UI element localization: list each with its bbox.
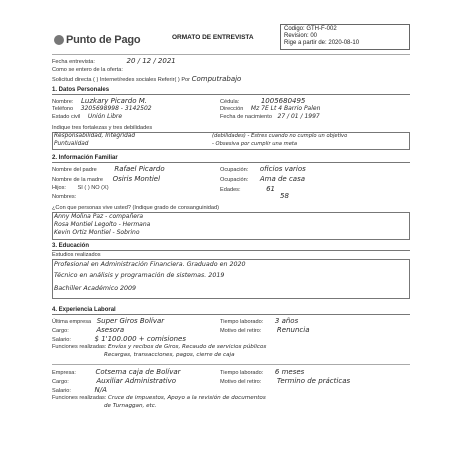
civil-row xyxy=(52,113,122,120)
direccion-value: Mz 7E Lt 4 Barrio Palen xyxy=(250,105,321,112)
estudio-row-3: Bachiller Académico 2009 xyxy=(54,285,137,292)
cargo-row-2 xyxy=(52,377,176,385)
brand-logo xyxy=(54,34,140,46)
salario-value-2: N/A xyxy=(94,386,107,394)
nombre-label: Nombre: xyxy=(52,99,74,105)
form-title: ORMATO DE ENTREVISTA xyxy=(172,34,254,41)
direccion-row xyxy=(220,105,320,112)
edades-label: Edades: xyxy=(220,187,241,193)
civil-label: Estado civil xyxy=(52,114,81,120)
estudios-label: Estudios realizados xyxy=(52,252,101,258)
ocupacion-padre-value: oficios varios xyxy=(259,165,306,173)
telefono-row xyxy=(52,105,152,112)
divider-2 xyxy=(52,364,410,365)
fecha-label: Fecha entrevista: xyxy=(52,59,95,65)
funciones-value-2b: de Turnaggan, etc. xyxy=(104,403,157,409)
solicitud-label: Solicitud directa ( ) Internet/redes sociales Referir( ) Por xyxy=(52,77,191,83)
motivo-row-2 xyxy=(220,377,350,385)
ocupacion-padre-row xyxy=(220,165,306,173)
debilidades-value: (debilidades) - Estres cuando no cumplo un objetivo xyxy=(212,133,348,139)
solicitud-value: Computrabajo xyxy=(191,75,242,83)
nombre-row xyxy=(52,97,147,105)
motivo-row-1 xyxy=(220,326,310,334)
motivo-label-2: Motivo del retiro: xyxy=(220,379,262,385)
funciones-value-1: Envíos y recibos de Giros, Recaudo de servicios públicos xyxy=(107,344,267,350)
tiempo-label-2: Tiempo laborado: xyxy=(220,370,264,376)
fortalezas-value-2: Puntualidad xyxy=(54,141,89,147)
ultima-empresa-row xyxy=(52,317,164,325)
logo-mark-icon xyxy=(54,35,64,45)
ocupacion-label-2: Ocupación: xyxy=(220,177,249,183)
hijos-label: Hijos: xyxy=(52,185,66,191)
cargo-row-1 xyxy=(52,326,124,334)
madre-label: Nombre de la madre xyxy=(52,177,103,183)
ultima-empresa-label: Última empresa xyxy=(52,319,92,325)
edades-value-2: 58 xyxy=(280,192,289,200)
form-revision: Revision: 00 xyxy=(284,33,318,40)
cedula-row xyxy=(220,97,305,105)
salario-row-1 xyxy=(52,335,186,343)
estudio-row-1: Profesional en Administración Financiera. Graduado en 2020 xyxy=(54,261,246,268)
cargo-value-1: Asesora xyxy=(96,326,125,334)
hijos-row xyxy=(52,185,109,191)
salario-label-2: Salario: xyxy=(52,388,71,394)
debilidades-value-2: - Obsesiva por cumplir una meta xyxy=(212,141,298,147)
fecha-row xyxy=(52,57,176,65)
como-row: Como se entero de la oferta: xyxy=(52,67,123,73)
fecha-value: 20 / 12 / 2021 xyxy=(126,57,176,65)
form-header xyxy=(52,24,410,52)
motivo-value-2: Termino de prácticas xyxy=(276,377,351,385)
ocupacion-madre-value: Ama de casa xyxy=(259,175,306,183)
interview-form xyxy=(52,24,410,444)
nombre-value: Luzkary Picardo M. xyxy=(81,97,148,105)
funciones-value-1b: Recargas, transacciones, pagos, cierre de caja xyxy=(104,352,235,358)
tiempo-value-1: 3 años xyxy=(274,317,299,325)
nombres-label: Nombres: xyxy=(52,194,77,200)
ultima-empresa-value: Super Giros Bolívar xyxy=(96,317,165,325)
padre-row xyxy=(52,165,165,173)
salario-row-2 xyxy=(52,386,107,394)
cedula-value: 1005680495 xyxy=(260,97,306,105)
cargo-value-2: Auxiliar Administrativo xyxy=(96,377,177,385)
civil-value: Unión Libre xyxy=(87,113,123,120)
funciones-row-1 xyxy=(52,344,266,350)
solicitud-row xyxy=(52,75,241,83)
section-personal: 1. Datos Personales xyxy=(52,87,410,95)
brand-name: Punto de Pago xyxy=(66,34,141,46)
convive-row-1: Anny Molina Paz - compañera xyxy=(54,213,144,220)
telefono-label: Teléfono xyxy=(52,106,74,112)
salario-value-1: $ 1'100.000 + comisiones xyxy=(94,335,187,343)
section-laboral: 4. Experiencia Laboral xyxy=(52,307,410,315)
nacimiento-row xyxy=(220,113,320,120)
form-code: Codigo: GTH-F-002 xyxy=(284,26,337,32)
tiempo-label: Tiempo laborado: xyxy=(220,319,264,325)
estudio-row-2: Técnico en análisis y programación de sistemas. 2019 xyxy=(54,272,225,279)
convive-row-3: Kevin Ortiz Montiel - Sobrino xyxy=(54,229,140,236)
funciones-value-2: Cruce de impuestos, Apoyo a la revisión de documentos xyxy=(107,395,266,401)
nacimiento-label: Fecha de nacimiento xyxy=(220,114,272,120)
funciones-label-2: Funciones realizadas: xyxy=(52,395,107,401)
section-familiar: 2. Información Familiar xyxy=(52,155,410,163)
form-rige: Rige a partir de: 2020-08-10 xyxy=(284,40,360,47)
section-educacion: 3. Educación xyxy=(52,243,410,251)
edades-row xyxy=(220,185,275,193)
cargo-label: Cargo: xyxy=(52,328,69,334)
motivo-value-1: Renuncia xyxy=(276,326,310,334)
divider xyxy=(52,54,410,55)
hijos-options: SI ( ) NO (X) xyxy=(77,185,109,191)
funciones-label: Funciones realizadas: xyxy=(52,344,107,350)
empresa-value-2: Cotsema caja de Bolívar xyxy=(95,368,181,376)
fortalezas-label: Indique tres fortalezas y tres debilidades xyxy=(52,125,153,131)
edades-value-1: 61 xyxy=(266,185,276,193)
empresa-row-2 xyxy=(52,368,181,376)
padre-label: Nombre del padre xyxy=(52,167,97,173)
ocupacion-label: Ocupación: xyxy=(220,167,249,173)
fortalezas-value: Responsabilidad, Integridad xyxy=(54,133,136,139)
empresa-label: Empresa: xyxy=(52,370,76,376)
nacimiento-value: 27 / 01 / 1997 xyxy=(277,113,320,120)
convive-label: ¿Con que personas vive usted? (Indique grado de consanguinidad) xyxy=(52,205,219,211)
convive-row-2: Rosa Montiel Legolto - Hermana xyxy=(54,221,151,228)
madre-row xyxy=(52,175,160,183)
salario-label: Salario: xyxy=(52,337,71,343)
telefono-value: 3205698998 - 3142502 xyxy=(80,105,152,112)
tiempo-row-1 xyxy=(220,317,298,325)
cedula-label: Cédula: xyxy=(220,99,240,105)
motivo-label: Motivo del retiro: xyxy=(220,328,262,334)
cargo-label-2: Cargo: xyxy=(52,379,69,385)
madre-value: Osiris Montiel xyxy=(112,175,161,183)
tiempo-row-2 xyxy=(220,368,304,376)
code-box xyxy=(280,24,410,50)
tiempo-value-2: 6 meses xyxy=(274,368,305,376)
funciones-row-2 xyxy=(52,395,266,401)
ocupacion-madre-row xyxy=(220,175,305,183)
padre-value: Rafael Picardo xyxy=(114,165,165,173)
direccion-label: Dirección xyxy=(220,106,244,112)
